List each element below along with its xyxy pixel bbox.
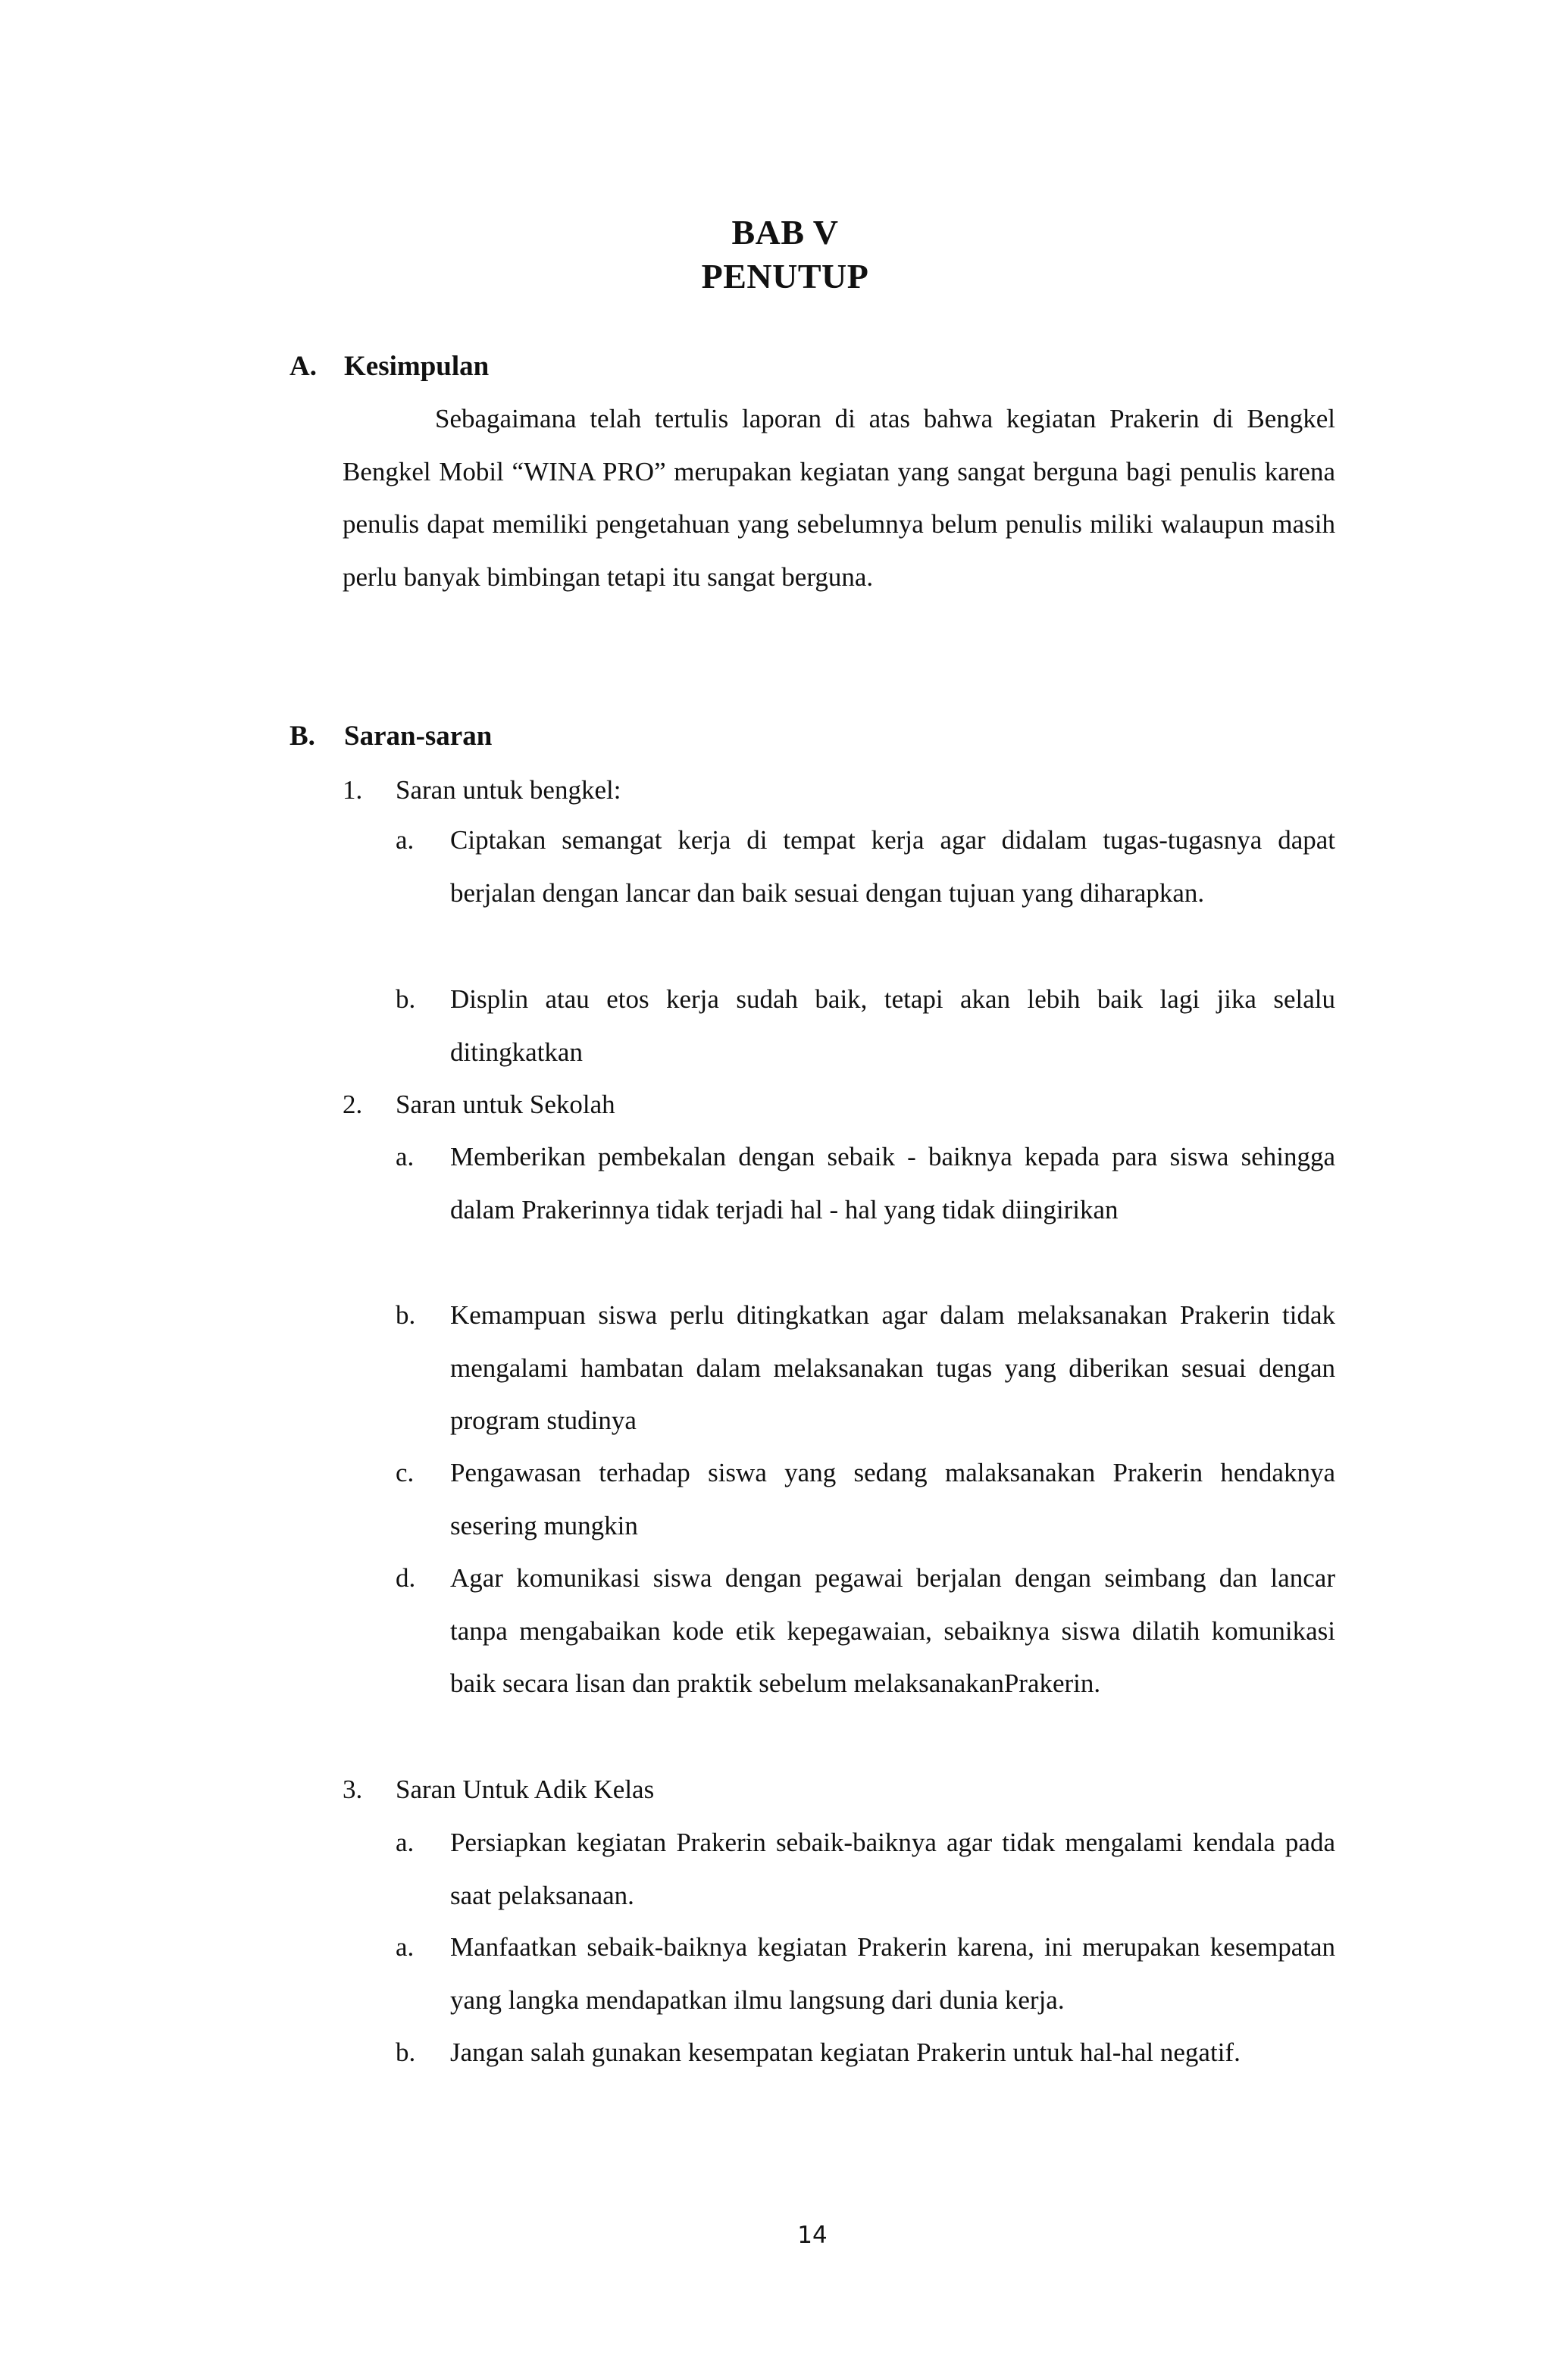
- list-item: [396, 973, 1335, 1078]
- section-a-marker: A.: [289, 351, 317, 382]
- list-item-text: Jangan salah gunakan kesempatan kegiatan Prakerin untuk hal-hal negatif.: [450, 2038, 1241, 2067]
- list-item-text: Agar komunikasi siswa dengan pegawai berjalan dengan seimbang dan lancar tanpa mengabaikan kode etik kepegawaian, sebaiknya siswa dilatih komunikasi baik secara lisan dan praktik sebelum melaksanakanPrakerin.: [450, 1563, 1335, 1698]
- list-item-letter: b.: [396, 984, 416, 1014]
- chapter-number: BAB V: [731, 213, 839, 252]
- chapter-title: [0, 211, 1552, 299]
- list-item: [396, 814, 1335, 919]
- list-item-letter: a.: [396, 1932, 415, 1962]
- list-item-text: Ciptakan semangat kerja di tempat kerja agar didalam tugas-tugasnya dapat berjalan dengan lancar dan baik sesuai dengan tujuan yang diharapkan.: [450, 825, 1335, 908]
- list-item-letter: b.: [396, 1300, 416, 1330]
- section-b-heading: [289, 720, 492, 753]
- group-3-number: 3.: [343, 1775, 363, 1804]
- list-item-letter: a.: [396, 825, 415, 855]
- section-a-heading: [289, 350, 489, 383]
- list-item: [396, 1816, 1335, 1922]
- chapter-name: PENUTUP: [701, 257, 869, 296]
- section-b-title: Saran-saran: [344, 721, 493, 752]
- section-a-title: Kesimpulan: [344, 351, 490, 382]
- list-item-text: Displin atau etos kerja sudah baik, tetapi akan lebih baik lagi jika selalu ditingkatkan: [450, 984, 1335, 1067]
- list-item-text: Pengawasan terhadap siswa yang sedang malaksanakan Prakerin hendaknya sesering mungkin: [450, 1458, 1335, 1540]
- list-item-text: Kemampuan siswa perlu ditingkatkan agar dalam melaksanakan Prakerin tidak mengalami hambatan dalam melaksanakan tugas yang diberikan sesuai dengan program studinya: [450, 1300, 1335, 1435]
- list-item-text: Manfaatkan sebaik-baiknya kegiatan Prakerin karena, ini merupakan kesempatan yang langka mendapatkan ilmu langsung dari dunia kerja.: [450, 1932, 1335, 2015]
- list-item: [396, 1131, 1335, 1236]
- group-2-label: Saran untuk Sekolah: [396, 1090, 615, 1119]
- suggestion-group-3: [343, 1773, 654, 1806]
- list-item: [396, 1289, 1335, 1447]
- conclusion-paragraph: Sebagaimana telah tertulis laporan di atas bahwa kegiatan Prakerin di Bengkel Bengkel Mobil “WINA PRO” merupakan kegiatan yang sangat berguna bagi penulis karena penulis dapat memiliki pengetahuan yang sebelumnya belum penulis miliki walaupun masih perlu banyak bimbingan tetapi itu sangat berguna.: [343, 404, 1335, 592]
- suggestion-group-2: [343, 1088, 615, 1121]
- group-2-number: 2.: [343, 1090, 363, 1119]
- list-item-text: Memberikan pembekalan dengan sebaik - baiknya kepada para siswa sehingga dalam Prakerinnya tidak terjadi hal - hal yang tidak diingirikan: [450, 1142, 1335, 1224]
- group-3-label: Saran Untuk Adik Kelas: [396, 1775, 655, 1804]
- page-number: 14: [797, 2222, 828, 2249]
- list-item-letter: a.: [396, 1828, 415, 1857]
- list-item-letter: a.: [396, 1142, 415, 1171]
- list-item-text: Persiapkan kegiatan Prakerin sebaik-baiknya agar tidak mengalami kendala pada saat pelaksanaan.: [450, 1828, 1335, 1910]
- list-item: [396, 1921, 1335, 2026]
- list-item: [396, 1552, 1335, 1710]
- list-item: [396, 2026, 1335, 2079]
- list-item-letter: c.: [396, 1458, 415, 1487]
- group-1-label: Saran untuk bengkel:: [396, 775, 621, 805]
- list-item: [396, 1446, 1335, 1552]
- section-b-marker: B.: [289, 721, 315, 752]
- group-1-number: 1.: [343, 775, 363, 805]
- list-item-letter: d.: [396, 1563, 416, 1593]
- suggestion-group-1: [343, 774, 621, 807]
- list-item-letter: b.: [396, 2038, 416, 2067]
